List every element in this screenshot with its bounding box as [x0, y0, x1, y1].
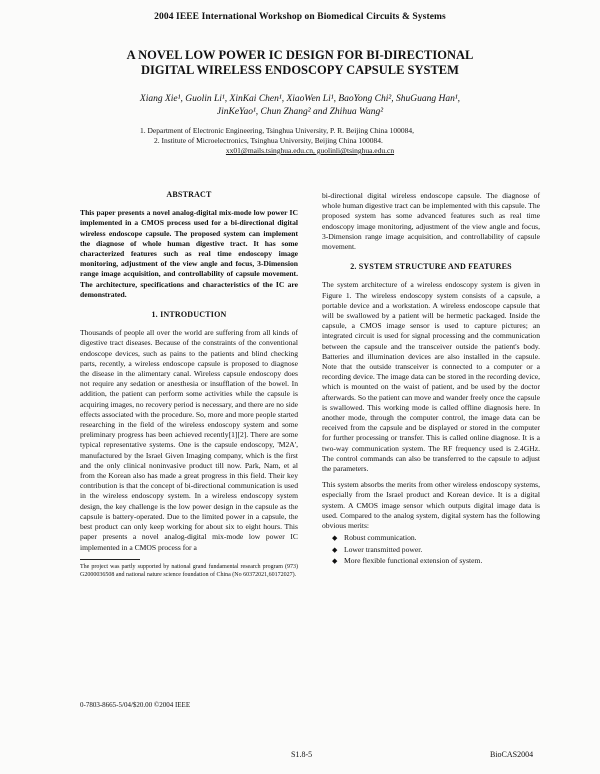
list-item-text: More flexible functional extension of system.	[344, 555, 483, 565]
list-item-text: Lower transmitted power.	[344, 544, 423, 554]
conference-footer: BioCAS2004	[490, 750, 534, 759]
introduction-text: Thousands of people all over the world are suffering from all kinds of digestive tract diseases. Because of the constraints of the conventional endoscope devices, such as pains to the patients and blind checking parts, recently, a wireless endoscope capsule is proposed to diagnose the disease in the alimentary canal. Wireless capsule endoscopy does not require any sedation or anesthesia or insufflation of the bowel. In addition, the patient can perform some activities while the capsule is acquiring images, no recovery period is necessary, and there are no side effects associated with the procedure. So, more and more people started researching in the field of the wireless endoscopy system and some preliminary progress has been achieved recently[1][2]. There are some typical representative systems. One is the capsule endoscopy, 'M2A', manufactured by the Israel Given Imaging company, which is the first and the only clinical noninvasive product till now. Park, Nam, et al from the Korean also has made a great progress in this field. Their key contribution is that the concept of bi-directional communication is used in the wireless endoscopy system. In a wireless endoscopy system design, the key challenge is the low power design in the capsule as the capsule is battery-operated. Due to the limited power in a capsule, the best product can only keep working for about six to eight hours. This paper presents a novel analog-digital mix-mode low power IC implemented in a CMOS process for a	[80, 328, 298, 552]
funding-footnote: The project was partly supported by national grand fundamental research program (973) G2000036508 and national nature science foundation of China (No 60372021,60172027).	[80, 563, 298, 578]
list-item	[332, 533, 540, 543]
diamond-bullet-icon: ◆	[332, 556, 338, 565]
affiliation-1: 1. Department of Electronic Engineering, Tsinghua University, P. R. Beijing China 100084,	[140, 126, 415, 135]
abstract-text: This paper presents a novel analog-digital mix-mode low power IC implemented in a CMOS process used for a bi-directional digital wireless endoscope capsule. The proposed system can implement the diagnose of whole human digestive tract. It has some characterized features such as real time endoscopy image monitoring, adjustment of the view angle and focus, 3-Dimension range image acquisition, and controllability of capsule movement. The architecture, specifications and characteristics of the IC are demonstrated.	[80, 208, 298, 299]
list-item	[332, 545, 540, 555]
section-2-heading: 2. SYSTEM STRUCTURE AND FEATURES	[350, 262, 512, 272]
paper-title	[80, 48, 520, 78]
title-line-2: DIGITAL WIRELESS ENDOSCOPY CAPSULE SYSTEM	[141, 63, 459, 77]
merits-list	[322, 533, 540, 566]
list-item	[332, 556, 540, 566]
abstract-heading: ABSTRACT	[166, 190, 212, 199]
title-line-1: A NOVEL LOW POWER IC DESIGN FOR BI-DIRECTIONAL	[126, 48, 474, 62]
diamond-bullet-icon: ◆	[332, 545, 338, 554]
affiliation-2: 2. Institute of Microelectronics, Tsinghua University, Beijing China 100084.	[154, 136, 383, 145]
email-addresses[interactable]: xx01@mails.tsinghua.edu.cn, guolinli@tsinghua.edu.cn	[225, 146, 395, 155]
authors-line-1: Xiang Xie¹, Guolin Li¹, XinKai Chen¹, XiaoWen Li¹, BaoYong Chi², ShuGuang Han¹,	[139, 94, 461, 104]
section-2-paragraph-2: This system absorbs the merits from other wireless endoscopy systems, especially from the Israel product and Korean device. It is a digital system. A CMOS image sensor which outputs digital image data is used. Compared to the analog system, digital system has the following obvious merits:	[322, 480, 540, 531]
author-list	[70, 93, 530, 118]
authors-line-2: JinKeYao¹, Chun Zhang² and Zhihua Wang²	[216, 106, 384, 117]
footnote-rule	[80, 559, 140, 560]
page-number: S1.8-5	[291, 750, 313, 759]
introduction-continued: bi-directional digital wireless endoscope capsule. The diagnose of whole human digestive tract can be implemented with this capsule. The proposed system has some advanced features such as real time endoscopy image monitoring, adjustment of the view angle and focus, 3-Dimension range image acquisition, and controllability of capsule movement.	[322, 191, 540, 252]
introduction-heading: 1. INTRODUCTION	[151, 310, 227, 320]
right-column	[322, 191, 540, 567]
diamond-bullet-icon: ◆	[332, 534, 338, 543]
conference-header: 2004 IEEE International Workshop on Biomedical Circuits & Systems	[154, 12, 446, 22]
section-2-paragraph-1: The system architecture of a wireless endoscopy system is given in Figure 1. The wireless endoscopy system consists of a capsule, a portable device and a workstation. A wireless endoscope capsule that will be swallowed by a patient will be hermetic packaged. Inside the capsule, a CMOS image sensor is used to capture pictures; an integrated circuit is used for signal processing and the communication between the capsule and the transceiver outside the patient's body. Batteries and illumination devices are also installed in the capsule. Note that the outside transceiver is connected to a computer or a recording device. The image data can be stored in the recording device, which is mounted on the waist of patient, and be used by the doctor afterwards. So the patient can move and wander freely once the capsule is swallowed. This working mode is called offline diagnosis here. In another mode, through the computer control, the image data can be received from the capsule and be displayed or stored in the computer for further processing or transfer. This is called online diagnose. It is a two-way communication system. The RF frequency used is 2.4GHz. The control commands can also be transferred to the capsule to adjust the parameters.	[322, 280, 540, 474]
copyright-notice: 0-7803-8665-5/04/$20.00 ©2004 IEEE	[80, 701, 191, 709]
left-column	[80, 190, 298, 579]
list-item-text: Robust communication.	[344, 533, 417, 543]
affiliations	[140, 126, 480, 156]
